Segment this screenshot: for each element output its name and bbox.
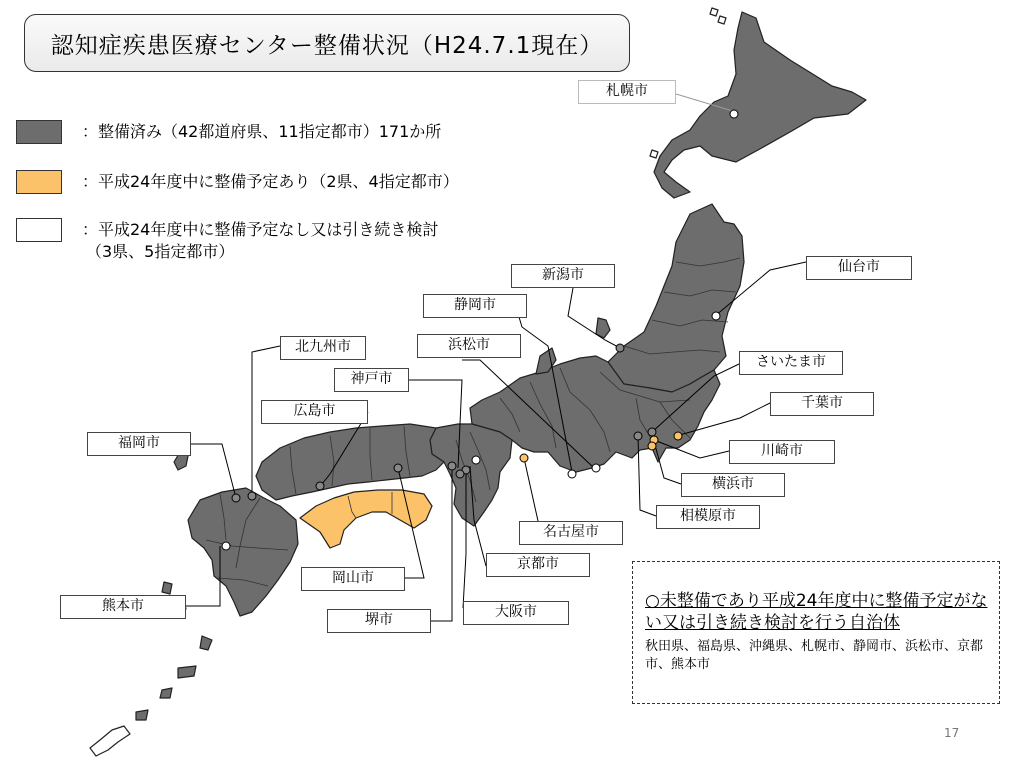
legend-label-planned: ：平成24年度中に整備予定あり（2県、4指定都市） — [82, 172, 459, 191]
island — [160, 688, 172, 698]
label-yokohama: 横浜市 — [681, 473, 785, 497]
label-saitama: さいたま市 — [739, 351, 843, 375]
legend-swatch-none — [16, 218, 62, 242]
page-title: 認知症疾患医療センター整備状況（H24.7.1現在） — [24, 14, 630, 72]
marker-sagamihara — [634, 432, 642, 440]
legend-label-none-detail: （3県、5指定都市） — [86, 242, 235, 261]
marker-sendai — [712, 312, 720, 320]
marker-chiba — [674, 432, 682, 440]
legend-swatch-done — [16, 120, 62, 144]
label-chiba: 千葉市 — [770, 392, 874, 416]
marker-kobe — [448, 462, 456, 470]
region-tohoku — [608, 204, 744, 392]
marker-saitama — [648, 428, 656, 436]
marker-okayama — [394, 464, 402, 472]
marker-hiroshima — [316, 482, 324, 490]
marker-kumamoto — [222, 542, 230, 550]
label-kawasaki: 川崎市 — [729, 440, 835, 464]
marker-nagoya — [520, 454, 528, 462]
label-sagamihara: 相模原市 — [656, 505, 760, 529]
label-okayama: 岡山市 — [301, 567, 405, 591]
marker-kitakyushu — [248, 492, 256, 500]
marker-hamamatsu — [592, 464, 600, 472]
label-hamamatsu: 浜松市 — [417, 334, 521, 358]
island — [718, 16, 726, 24]
legend-label-done: ：整備済み（42都道府県、11指定都市）171か所 — [82, 122, 442, 141]
marker-niigata — [616, 344, 624, 352]
page-number: 17 — [944, 726, 960, 740]
label-shizuoka: 静岡市 — [423, 294, 527, 318]
note-heading: ○未整備であり平成24年度中に整備予定がない又は引き続き検討を行う自治体 — [645, 591, 988, 633]
label-niigata: 新潟市 — [511, 264, 615, 288]
note-box — [632, 561, 1000, 704]
label-hiroshima: 広島市 — [261, 400, 368, 424]
label-kobe: 神戸市 — [334, 368, 409, 392]
region-hokkaido — [654, 12, 866, 198]
marker-fukuoka — [232, 494, 240, 502]
marker-shizuoka — [568, 470, 576, 478]
marker-kyoto — [472, 456, 480, 464]
label-kumamoto: 熊本市 — [60, 595, 186, 619]
label-nagoya: 名古屋市 — [519, 521, 623, 545]
marker-sakai — [456, 470, 464, 478]
label-sakai: 堺市 — [327, 609, 431, 633]
island — [136, 710, 148, 720]
label-sendai: 仙台市 — [806, 256, 912, 280]
legend-label-none: ：平成24年度中に整備予定なし又は引き続き検討 — [82, 220, 439, 239]
region-kyushu — [188, 488, 298, 616]
label-fukuoka: 福岡市 — [87, 432, 191, 456]
island — [162, 582, 172, 594]
marker-yokohama — [648, 442, 656, 450]
marker-sapporo — [730, 110, 738, 118]
label-sapporo: 札幌市 — [578, 80, 676, 104]
legend-swatch-planned — [16, 170, 62, 194]
region-chugoku — [256, 424, 444, 500]
island — [178, 666, 196, 678]
label-kitakyushu: 北九州市 — [280, 336, 366, 360]
island — [710, 8, 718, 16]
region-shikoku — [300, 490, 432, 548]
region-okinawa — [90, 726, 130, 756]
island — [650, 150, 658, 158]
label-osaka: 大阪市 — [463, 601, 569, 625]
island — [200, 636, 212, 650]
label-kyoto: 京都市 — [486, 553, 590, 577]
note-body: 秋田県、福島県、沖縄県、札幌市、静岡市、浜松市、京都市、熊本市 — [645, 639, 984, 672]
